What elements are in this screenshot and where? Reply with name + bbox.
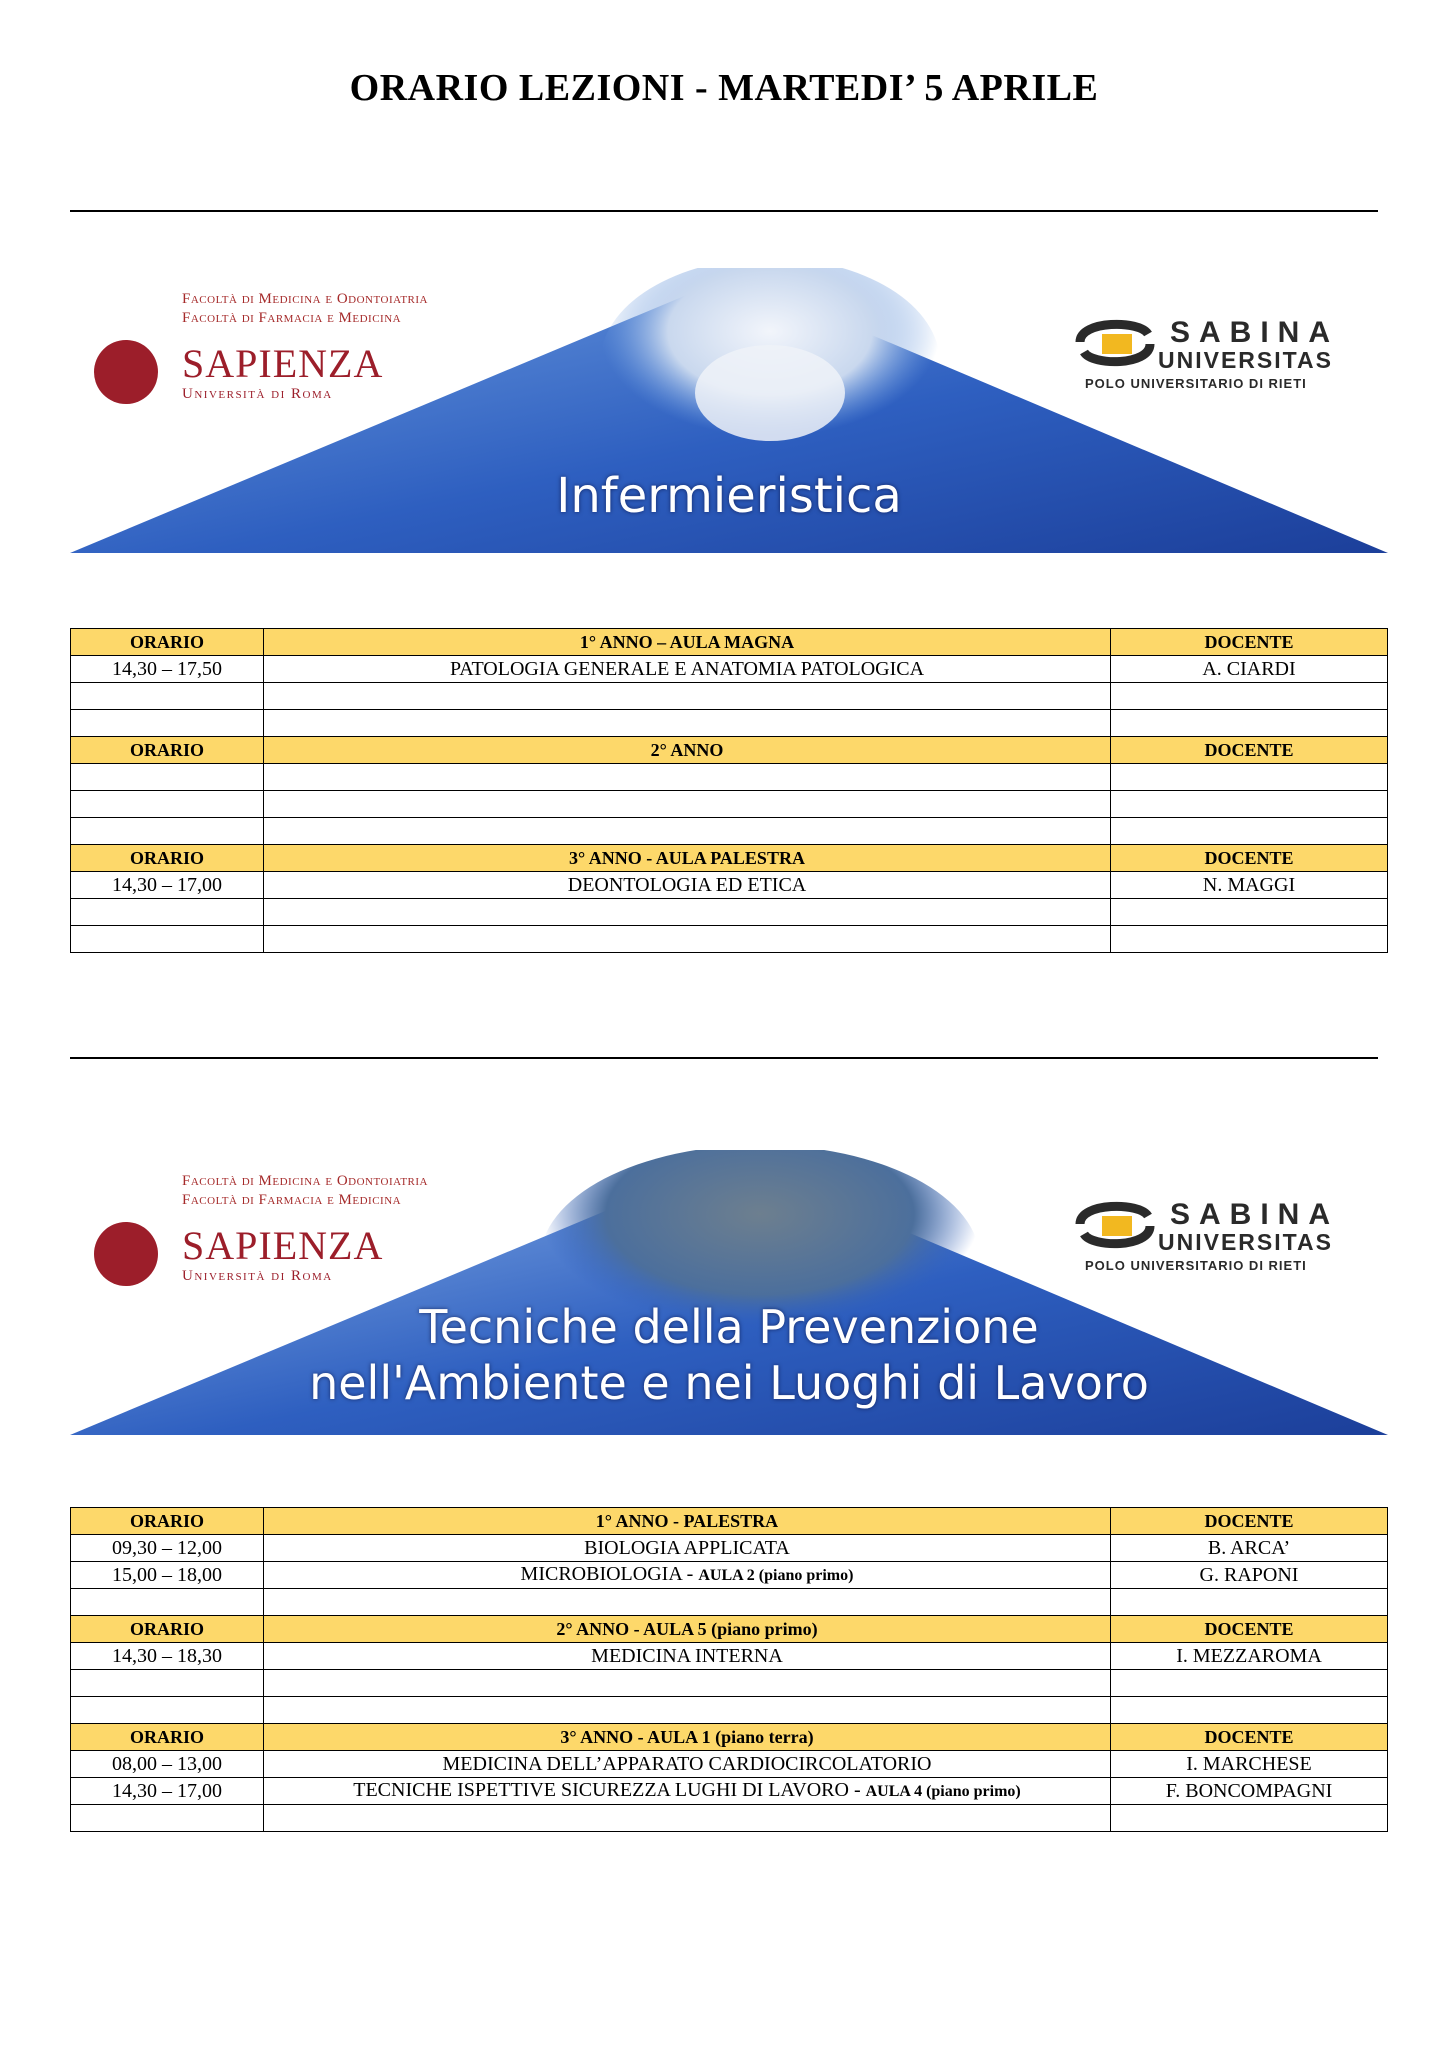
cell-orario <box>71 1670 264 1697</box>
table-row <box>71 899 1388 926</box>
divider <box>70 210 1378 212</box>
cell-docente <box>1111 926 1388 953</box>
header-orario: ORARIO <box>71 1724 264 1751</box>
cell-materia <box>264 1643 1111 1670</box>
sapienza-logo-text: SAPIENZA <box>182 341 384 386</box>
table-header-row <box>71 845 1388 872</box>
cell-materia <box>264 899 1111 926</box>
cell-materia <box>264 683 1111 710</box>
faculty-line-1: Facoltà di Medicina e Odontoiatria <box>182 291 428 307</box>
materia-text: TECNICHE ISPETTIVE SICUREZZA LUGHI DI LAVORO - <box>353 1779 861 1801</box>
cell-materia <box>264 1778 1111 1805</box>
cell-docente <box>1111 1697 1388 1724</box>
table-row <box>71 1805 1388 1832</box>
table-header-row <box>71 629 1388 656</box>
cell-orario: 14,30 – 17,00 <box>71 872 264 899</box>
cell-docente <box>1111 1589 1388 1616</box>
sabina-logo-text: SABINA <box>1170 1198 1340 1231</box>
header-docente: DOCENTE <box>1111 845 1388 872</box>
sapienza-subtitle: Università di Roma <box>182 1268 333 1284</box>
divider <box>70 1057 1378 1059</box>
table-row <box>71 1643 1388 1670</box>
header-docente: DOCENTE <box>1111 1508 1388 1535</box>
header-anno: 2° ANNO - AULA 5 (piano primo) <box>264 1616 1111 1643</box>
table-row <box>71 1670 1388 1697</box>
cell-orario: 14,30 – 17,50 <box>71 656 264 683</box>
cell-docente: I. MARCHESE <box>1111 1751 1388 1778</box>
cell-docente <box>1111 1805 1388 1832</box>
faculty-line-2: Facoltà di Farmacia e Medicina <box>182 1192 402 1208</box>
table-row <box>71 764 1388 791</box>
cell-materia <box>264 791 1111 818</box>
cell-orario: 08,00 – 13,00 <box>71 1751 264 1778</box>
course-banner-prevenzione <box>70 1150 1388 1430</box>
header-anno: 1° ANNO – AULA MAGNA <box>264 629 1111 656</box>
course-banner-infermieristica <box>70 268 1388 548</box>
course-title-line-1: Tecniche della Prevenzione <box>419 1300 1039 1354</box>
header-anno: 3° ANNO - AULA PALESTRA <box>264 845 1111 872</box>
cell-materia <box>264 872 1111 899</box>
cell-orario <box>71 926 264 953</box>
sapienza-seal-icon <box>94 340 158 404</box>
page-title: ORARIO LEZIONI - MARTEDI’ 5 APRILE <box>349 67 1099 109</box>
cell-materia <box>264 818 1111 845</box>
cell-materia <box>264 1670 1111 1697</box>
header-anno: 2° ANNO <box>264 737 1111 764</box>
schedule-body <box>71 629 1388 953</box>
cell-docente: F. BONCOMPAGNI <box>1111 1778 1388 1805</box>
cell-materia <box>264 926 1111 953</box>
table-header-row <box>71 1724 1388 1751</box>
cell-orario <box>71 764 264 791</box>
cell-materia <box>264 710 1111 737</box>
cell-docente <box>1111 683 1388 710</box>
materia-text: MEDICINA INTERNA <box>591 1645 783 1667</box>
cell-docente <box>1111 710 1388 737</box>
sapienza-subtitle: Università di Roma <box>182 386 333 402</box>
header-orario: ORARIO <box>71 845 264 872</box>
universitas-logo-text: UNIVERSITAS <box>1158 1229 1333 1255</box>
table-row <box>71 1778 1388 1805</box>
universitas-logo-text: UNIVERSITAS <box>1158 347 1333 373</box>
cell-materia <box>264 1805 1111 1832</box>
table-row <box>71 1562 1388 1589</box>
header-orario: ORARIO <box>71 1616 264 1643</box>
cell-orario <box>71 1589 264 1616</box>
cell-orario: 14,30 – 17,00 <box>71 1778 264 1805</box>
sapienza-seal-icon <box>94 1222 158 1286</box>
cell-orario <box>71 683 264 710</box>
course-title: Infermieristica <box>556 468 902 524</box>
table-row <box>71 683 1388 710</box>
materia-text: PATOLOGIA GENERALE E ANATOMIA PATOLOGICA <box>449 658 925 680</box>
materia-text: MICROBIOLOGIA - <box>520 1563 694 1585</box>
table-header-row <box>71 1616 1388 1643</box>
table-row <box>71 1751 1388 1778</box>
header-orario: ORARIO <box>71 737 264 764</box>
cell-docente: A. CIARDI <box>1111 656 1388 683</box>
table-row <box>71 1589 1388 1616</box>
cell-materia <box>264 1697 1111 1724</box>
cell-orario: 14,30 – 18,30 <box>71 1643 264 1670</box>
header-orario: ORARIO <box>71 1508 264 1535</box>
cell-materia <box>264 764 1111 791</box>
cell-orario <box>71 710 264 737</box>
table-row <box>71 656 1388 683</box>
cell-docente <box>1111 818 1388 845</box>
cell-materia <box>264 1751 1111 1778</box>
header-anno: 1° ANNO - PALESTRA <box>264 1508 1111 1535</box>
cell-docente <box>1111 1670 1388 1697</box>
materia-text: BIOLOGIA APPLICATA <box>584 1537 790 1559</box>
materia-text: DEONTOLOGIA ED ETICA <box>567 874 807 896</box>
header-docente: DOCENTE <box>1111 629 1388 656</box>
cell-orario <box>71 899 264 926</box>
cell-docente <box>1111 791 1388 818</box>
table-row <box>71 1535 1388 1562</box>
sabina-book-icon <box>1070 1194 1160 1254</box>
course-title-line-2: nell'Ambiente e nei Luoghi di Lavoro <box>309 1356 1149 1410</box>
aula-note: AULA 2 (piano primo) <box>698 1567 854 1584</box>
table-header-row <box>71 737 1388 764</box>
cell-docente: B. ARCA’ <box>1111 1535 1388 1562</box>
cell-docente: N. MAGGI <box>1111 872 1388 899</box>
cell-docente <box>1111 764 1388 791</box>
materia-text: MEDICINA DELL’APPARATO CARDIOCIRCOLATORIO <box>442 1753 932 1775</box>
cell-materia <box>264 1589 1111 1616</box>
schedule-table-infermieristica <box>70 628 1388 953</box>
cell-orario <box>71 1697 264 1724</box>
faculty-line-2: Facoltà di Farmacia e Medicina <box>182 310 402 326</box>
sabina-book-icon <box>1070 312 1160 372</box>
table-row <box>71 872 1388 899</box>
sabina-logo-text: SABINA <box>1170 316 1340 349</box>
polo-rieti-text: POLO UNIVERSITARIO DI RIETI <box>1085 376 1307 391</box>
schedule-table-prevenzione <box>70 1507 1388 1832</box>
table-row <box>71 710 1388 737</box>
table-row <box>71 926 1388 953</box>
header-docente: DOCENTE <box>1111 737 1388 764</box>
sapienza-logo-text: SAPIENZA <box>182 1223 384 1268</box>
table-row <box>71 1697 1388 1724</box>
schedule-body <box>71 1508 1388 1832</box>
cell-docente: G. RAPONI <box>1111 1562 1388 1589</box>
table-header-row <box>71 1508 1388 1535</box>
cell-orario <box>71 818 264 845</box>
cell-docente <box>1111 899 1388 926</box>
cell-materia <box>264 1562 1111 1589</box>
cell-orario: 09,30 – 12,00 <box>71 1535 264 1562</box>
header-docente: DOCENTE <box>1111 1724 1388 1751</box>
aula-note: AULA 4 (piano primo) <box>865 1783 1021 1800</box>
faculty-line-1: Facoltà di Medicina e Odontoiatria <box>182 1173 428 1189</box>
table-row <box>71 818 1388 845</box>
header-docente: DOCENTE <box>1111 1616 1388 1643</box>
cell-orario <box>71 791 264 818</box>
cell-docente: I. MEZZAROMA <box>1111 1643 1388 1670</box>
cell-orario: 15,00 – 18,00 <box>71 1562 264 1589</box>
polo-rieti-text: POLO UNIVERSITARIO DI RIETI <box>1085 1258 1307 1273</box>
cell-materia <box>264 1535 1111 1562</box>
header-anno: 3° ANNO - AULA 1 (piano terra) <box>264 1724 1111 1751</box>
cell-orario <box>71 1805 264 1832</box>
table-row <box>71 791 1388 818</box>
cell-materia <box>264 656 1111 683</box>
header-orario: ORARIO <box>71 629 264 656</box>
